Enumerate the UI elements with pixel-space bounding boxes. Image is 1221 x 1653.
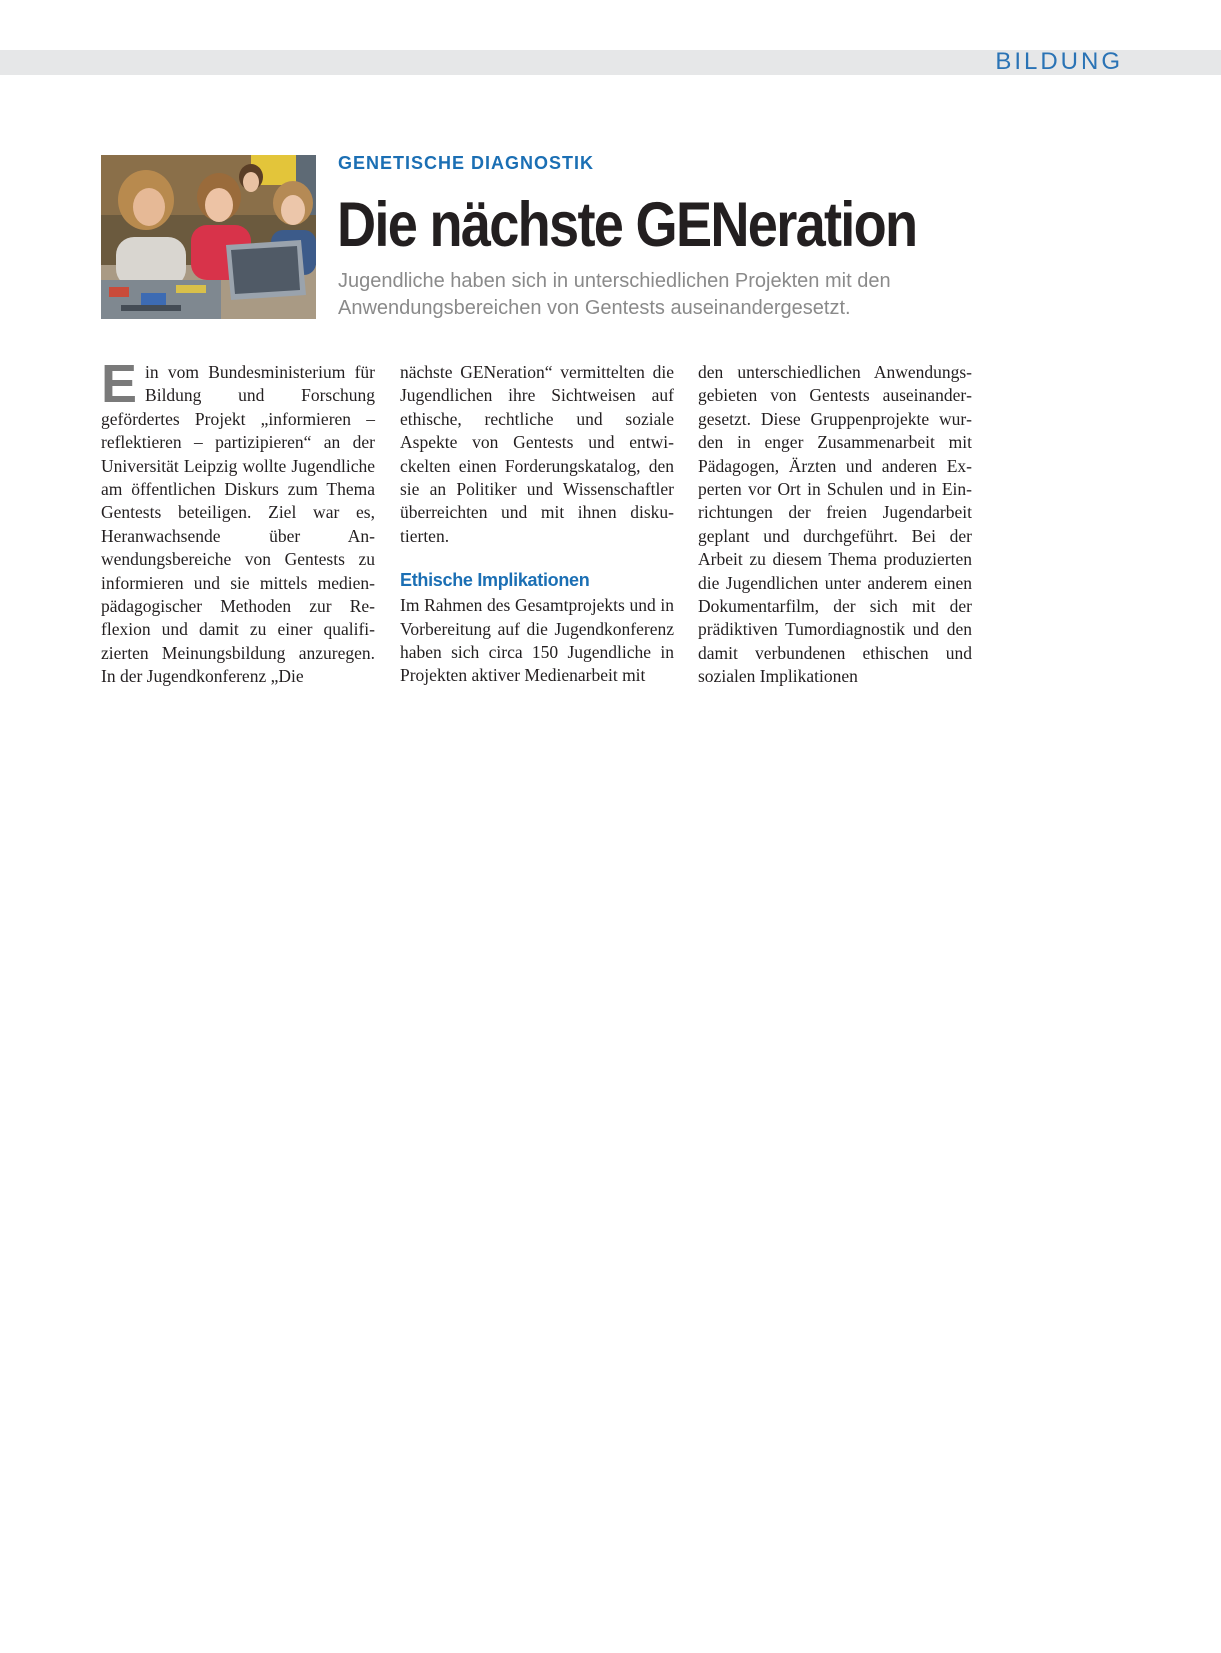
article-photo [101, 155, 316, 319]
column-1-text: in vom Bundesministerium für Bildung und Forschung gefördertes Projekt „informieren – reflektieren – partizipieren“ an der Universität Leipzig wollte Jugendliche am öffentlichen Diskurs zum Thema Gentests beteiligen. Ziel war es, Heranwachsende über Anwendungsbereiche von Gentests zu informieren und sie mittels medienpädagogischer Methoden zur Reflexion und damit zu einer qualifizierten Meinungsbildung anzuregen. In der Jugendkonferenz „Die [101, 362, 375, 687]
article-paragraph [101, 354, 375, 689]
section-label: BILDUNG [995, 48, 1123, 75]
article-headline: Die nächste GENeration [337, 190, 917, 260]
column-2-paragraph-2: Im Rahmen des Gesamtprojekts und in Vorbereitung auf die Jugendkonferenz haben sich circa 150 Jugendliche in Projekten aktiver Medienarbeit mit [400, 595, 674, 686]
drop-cap: E [101, 354, 138, 414]
article-column-2 [400, 361, 674, 688]
article-column-3 [698, 361, 972, 689]
article-subheading: Ethische Implikationen [400, 570, 590, 591]
article-kicker: GENETISCHE DIAGNOSTIK [338, 153, 595, 173]
column-2-paragraph-1: nächste GENeration“ vermittelten die Jugendlichen ihre Sichtweisen auf ethische, rechtliche und soziale Aspekte von Gentests und entwickelten einen Forderungskatalog, den sie an Politiker und Wissenschaftler überreichten und mit ihnen diskutierten. [400, 362, 674, 546]
article-subline: Jugendliche haben sich in unterschiedlichen Projekten mit den Anwendungsbereichen von Gentests auseinandergesetzt. [338, 270, 891, 319]
article-column-1 [101, 354, 375, 689]
column-3-text: den unterschiedlichen Anwendungsgebieten von Gentests auseinandergesetzt. Diese Gruppenprojekte wurden in enger Zusammenarbeit mit Pädagogen, Ärzten und anderen Experten vor Ort in Schulen und in Einrichtungen der freien Jugendarbeit geplant und durchgeführt. Bei der Arbeit zu diesem Thema produzierten die Jugendlichen unter anderem einen Dokumentarfilm, der sich mit der prädiktiven Tumordiagnostik und den damit verbundenen ethischen und sozialen Implikationen [698, 362, 972, 687]
